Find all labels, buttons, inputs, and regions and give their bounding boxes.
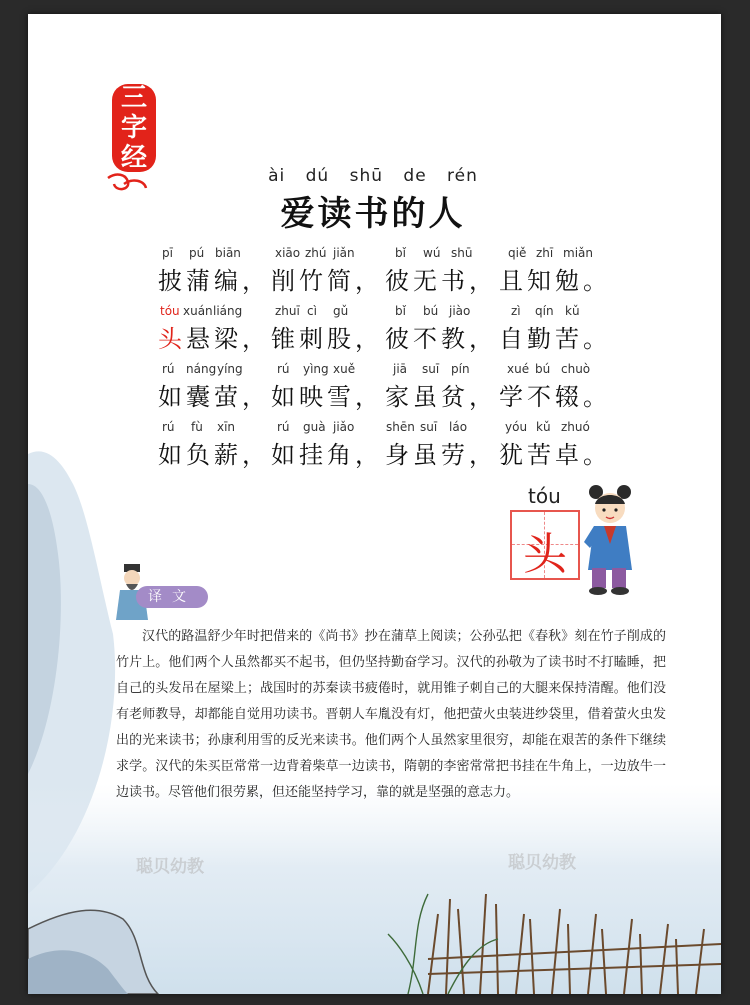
title-pinyin: ài dú shū de rén <box>268 166 478 186</box>
verse-char: 苦 <box>527 441 551 469</box>
verse-char: 家 <box>385 383 409 411</box>
pinyin: xiāo <box>275 246 301 260</box>
verse-char: 披 <box>158 267 182 295</box>
verse-char: 卓 <box>555 441 579 469</box>
pinyin: xīn <box>217 420 236 434</box>
verse-char: 虽 <box>413 441 437 469</box>
verse-char: 如 <box>158 441 182 469</box>
pinyin: biān <box>215 246 241 260</box>
verse-char: 且 <box>499 267 523 295</box>
verse-char: 竹 <box>299 267 323 295</box>
seal-text-wrap <box>106 84 162 194</box>
verse-char: 。 <box>583 383 607 411</box>
verse-char: 削 <box>271 267 295 295</box>
verse-char: 知 <box>527 267 551 295</box>
verse-char: 自 <box>499 325 523 353</box>
verse-char: ， <box>355 267 379 295</box>
pinyin: gǔ <box>333 304 349 318</box>
verse-line-2 <box>153 304 623 362</box>
verse-char: ， <box>469 441 493 469</box>
verse-char: 犹 <box>499 441 523 469</box>
pinyin: zhuī <box>275 304 300 318</box>
verse-line-4-text <box>153 435 623 469</box>
verse-char: 编 <box>214 267 238 295</box>
verse-char: 角 <box>327 441 351 469</box>
verse-char: 悬 <box>186 325 210 353</box>
verse-char: 虽 <box>413 383 437 411</box>
pinyin: liáng <box>213 304 243 318</box>
verse-char: ， <box>242 383 266 411</box>
pinyin: yóu <box>505 420 528 434</box>
pinyin: zì <box>511 304 521 318</box>
pinyin: suī <box>422 362 440 376</box>
verse-char: ， <box>355 383 379 411</box>
pinyin: kǔ <box>565 304 580 318</box>
pinyin: guà <box>303 420 326 434</box>
verse-char: 。 <box>583 441 607 469</box>
watermark: 聪贝幼教 <box>136 857 204 877</box>
pinyin: bǐ <box>395 246 406 260</box>
translation-label: 译文 <box>136 586 208 608</box>
verse-char: 不 <box>413 325 437 353</box>
verse-char: 。 <box>583 325 607 353</box>
child-illustration <box>576 482 646 597</box>
verse-char: ， <box>469 383 493 411</box>
verse-char: ， <box>242 325 266 353</box>
highlight-pinyin: tóu <box>528 484 561 508</box>
pinyin: pī <box>162 246 173 260</box>
verse-line-1 <box>153 246 623 304</box>
verse-char: ， <box>469 267 493 295</box>
pinyin: zhuó <box>561 420 590 434</box>
pinyin: miǎn <box>563 246 593 260</box>
pinyin: chuò <box>561 362 591 376</box>
verse-char: 刺 <box>299 325 323 353</box>
verse-char: ， <box>242 267 266 295</box>
pinyin: shēn <box>386 420 415 434</box>
pinyin: bú <box>535 362 551 376</box>
verse-line-3-text <box>153 377 623 411</box>
pinyin: jiā <box>393 362 408 376</box>
verse-char: 身 <box>385 441 409 469</box>
verse-char: 简 <box>327 267 351 295</box>
pinyin: shū <box>451 246 473 260</box>
verse-char: 辍 <box>555 383 579 411</box>
verse-char: 如 <box>271 441 295 469</box>
pinyin: wú <box>423 246 441 260</box>
pinyin: jiào <box>449 304 471 318</box>
character-grid <box>510 510 580 580</box>
highlight-char: 头 <box>523 529 567 580</box>
pinyin: yìng <box>303 362 329 376</box>
pinyin: rú <box>162 362 175 376</box>
verse-char: 如 <box>158 383 182 411</box>
verse-char: 囊 <box>186 383 210 411</box>
verse-line-1-text <box>153 261 623 295</box>
verse-char: ， <box>469 325 493 353</box>
verse-char: 映 <box>299 383 323 411</box>
pinyin: zhī <box>536 246 554 260</box>
pinyin: náng <box>186 362 217 376</box>
pinyin: qín <box>535 304 554 318</box>
verse-char: 勉 <box>555 267 579 295</box>
pinyin: pín <box>451 362 470 376</box>
verse-char: 如 <box>271 383 295 411</box>
verse-char: 苦 <box>555 325 579 353</box>
pinyin: láo <box>449 420 468 434</box>
seal-text: 三 字 经 <box>120 83 147 173</box>
verse-char: 萤 <box>214 383 238 411</box>
pinyin: rú <box>162 420 175 434</box>
verse-char: 教 <box>441 325 465 353</box>
verse-char: 雪 <box>327 383 351 411</box>
pinyin: cì <box>307 304 317 318</box>
pinyin: jiǎo <box>333 420 355 434</box>
pinyin: qiě <box>508 246 527 260</box>
verse-char: 。 <box>583 267 607 295</box>
verse-char: 贫 <box>441 383 465 411</box>
pinyin: jiǎn <box>333 246 355 260</box>
verse-line-2-text <box>153 319 623 353</box>
verse-block <box>153 246 623 478</box>
verse-char: 无 <box>413 267 437 295</box>
pinyin: rú <box>277 362 290 376</box>
verse-char: 蒲 <box>186 267 210 295</box>
verse-char: 勤 <box>527 325 551 353</box>
pinyin: zhú <box>305 246 327 260</box>
pinyin: xuán <box>183 304 213 318</box>
verse-char: 书 <box>441 267 465 295</box>
pinyin: xuě <box>333 362 356 376</box>
verse-line-3 <box>153 362 623 420</box>
translation-text: 汉代的路温舒少年时把借来的《尚书》抄在蒲草上阅读；公孙弘把《春秋》刻在竹子削成的竹片上。他们两个人虽然都买不起书，但仍坚持勤奋学习。汉代的孙敬为了读书时不打瞌睡，把自己的头发吊在屋梁上；战国时的苏秦读书疲倦时，就用锥子刺自己的大腿来保持清醒。他们没有老师教导，却都能自觉用功读书。晋朝人车胤没有灯，他把萤火虫装进纱袋里，借着萤火虫发出的光来读书；孙康利用雪的反光来读书。他们两个人虽然家里很穷，却能在艰苦的条件下继续求学。汉代的朱买臣常常一边背着柴草一边读书，隋朝的李密常常把书挂在牛角上，一边放牛一边读书。尽管他们很劳累，但还能坚持学习，靠的就是坚强的意志力。 <box>116 629 666 800</box>
verse-char: 彼 <box>385 267 409 295</box>
verse-char: 学 <box>499 383 523 411</box>
verse-char-highlight: 头 <box>158 325 182 353</box>
verse-char: 不 <box>527 383 551 411</box>
pinyin: rú <box>277 420 290 434</box>
verse-char: 梁 <box>214 325 238 353</box>
pinyin: suī <box>420 420 438 434</box>
pinyin: kǔ <box>536 420 551 434</box>
pinyin: fù <box>191 420 203 434</box>
verse-char: ， <box>355 325 379 353</box>
pinyin-highlight: tóu <box>160 304 180 318</box>
verse-line-4 <box>153 420 623 478</box>
page-title: 爱读书的人 <box>280 194 466 234</box>
verse-char: 劳 <box>441 441 465 469</box>
pinyin: yíng <box>217 362 243 376</box>
verse-char: 锥 <box>271 325 295 353</box>
verse-char: 彼 <box>385 325 409 353</box>
verse-char: 负 <box>186 441 210 469</box>
pinyin: bǐ <box>395 304 406 318</box>
verse-char: ， <box>355 441 379 469</box>
verse-char: 薪 <box>214 441 238 469</box>
pinyin: pú <box>189 246 205 260</box>
verse-char: 挂 <box>299 441 323 469</box>
pinyin: xué <box>507 362 530 376</box>
watermark: 聪贝幼教 <box>508 853 576 873</box>
verse-char: 股 <box>327 325 351 353</box>
pinyin: bú <box>423 304 439 318</box>
book-page <box>28 14 721 994</box>
verse-char: ， <box>242 441 266 469</box>
